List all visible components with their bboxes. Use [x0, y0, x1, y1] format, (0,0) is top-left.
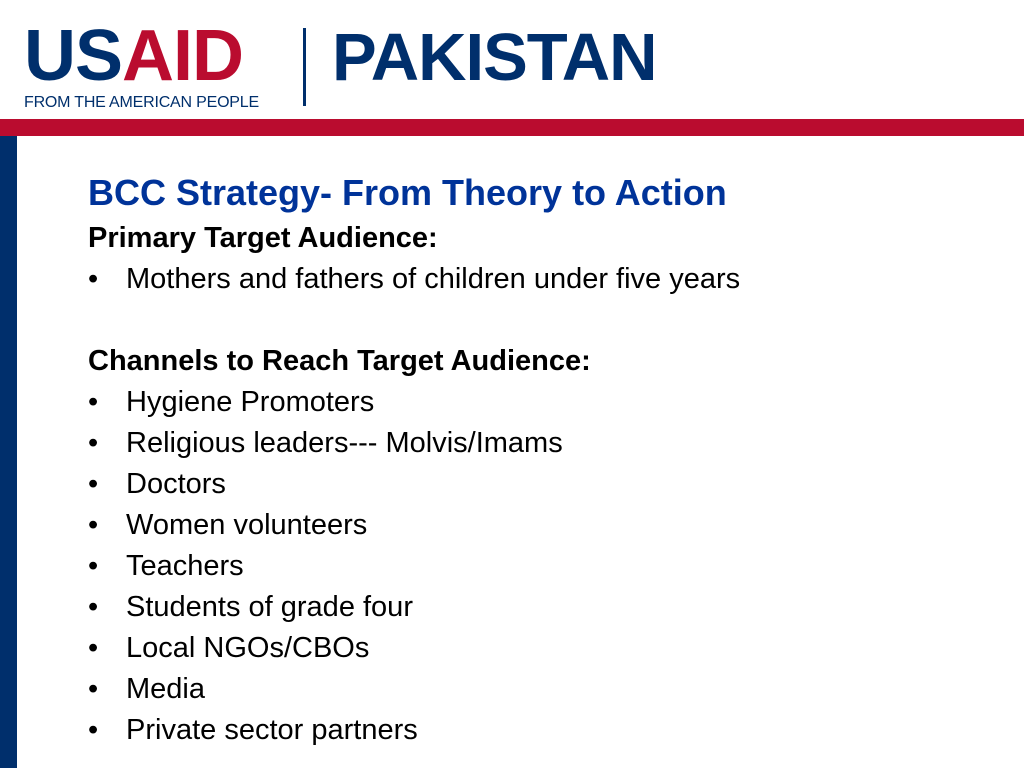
- section-spacer: [88, 300, 1008, 341]
- header-red-band: [0, 119, 1024, 136]
- list-item: [88, 259, 1008, 300]
- left-blue-band: [0, 136, 17, 768]
- bullet-glyph: •: [88, 509, 99, 541]
- list-item-text: Women volunteers: [126, 509, 368, 541]
- channels-heading: Channels to Reach Target Audience:: [88, 345, 591, 377]
- list-item: [88, 587, 1008, 628]
- list-item: [88, 628, 1008, 669]
- bullet-glyph: •: [88, 468, 99, 500]
- list-item: [88, 423, 1008, 464]
- usaid-logo: [24, 16, 244, 96]
- list-item-text: Students of grade four: [126, 591, 413, 623]
- bullet-glyph: •: [88, 427, 99, 459]
- list-item: [88, 669, 1008, 710]
- bullet-glyph: •: [88, 263, 99, 295]
- list-item-text: Doctors: [126, 468, 226, 500]
- list-item-text: Media: [126, 673, 205, 705]
- bullet-glyph: •: [88, 632, 99, 664]
- list-item-text: Teachers: [126, 550, 244, 582]
- header-banner: [0, 0, 1024, 119]
- list-item-text: Private sector partners: [126, 714, 418, 746]
- bullet-glyph: •: [88, 386, 99, 418]
- logo-divider: [303, 28, 306, 106]
- list-item: [88, 382, 1008, 423]
- list-item: [88, 546, 1008, 587]
- list-item-text: Local NGOs/CBOs: [126, 632, 370, 664]
- logo-tagline: FROM THE AMERICAN PEOPLE: [24, 94, 259, 111]
- bullet-glyph: •: [88, 714, 99, 746]
- slide-title: BCC Strategy- From Theory to Action: [88, 172, 727, 213]
- list-item: [88, 505, 1008, 546]
- channels-list: [88, 382, 1008, 751]
- country-name: PAKISTAN: [332, 20, 657, 95]
- primary-audience-list: [88, 259, 1008, 300]
- list-item-text: Religious leaders--- Molvis/Imams: [126, 427, 563, 459]
- list-item-text: Mothers and fathers of children under five years: [126, 263, 741, 295]
- logo-aid-text: AID: [122, 16, 244, 96]
- slide-content: [88, 168, 1008, 751]
- list-item: [88, 710, 1008, 751]
- primary-audience-heading: Primary Target Audience:: [88, 222, 438, 254]
- bullet-glyph: •: [88, 673, 99, 705]
- list-item-text: Hygiene Promoters: [126, 386, 375, 418]
- logo-us-text: US: [24, 16, 123, 96]
- bullet-glyph: •: [88, 550, 99, 582]
- bullet-glyph: •: [88, 591, 99, 623]
- list-item: [88, 464, 1008, 505]
